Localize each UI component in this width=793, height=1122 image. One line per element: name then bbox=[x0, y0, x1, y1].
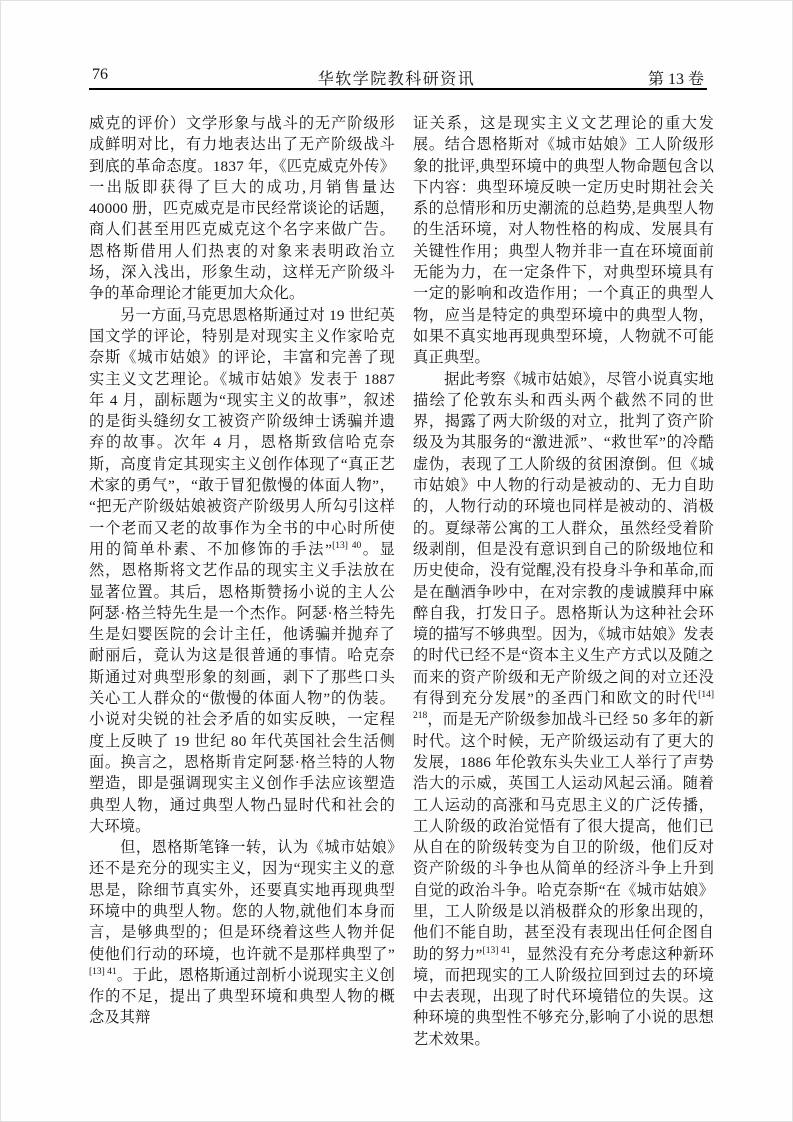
citation-superscript: [14] 218 bbox=[413, 690, 714, 722]
header-rule bbox=[89, 88, 707, 90]
column-left bbox=[89, 113, 395, 1029]
text-run: 。显然，恩格斯将文艺作品的现实主义手法放在显著位置。其后，恩格斯赞扬小说的主人公阿瑟·格兰特先生是一个杰作。阿瑟·格兰特先生是妇婴医院的会计主任，他诱骗并抛弃了耐丽后，竟认为这是很普通的事情。哈克奈斯通过对典型形象的刻画，剥下了那些口头关心工人群众的“傲慢的体面人物”的伪装。小说对尖锐的社会矛盾的如实反映，一定程度上反映了 19 世纪 80 年代英国社会生活侧面。换言之，恩格斯肯定阿瑟·格兰特的人物塑造，即是强调现实主义创作手法应该塑造典型人物，通过典型人物凸显时代和社会的大环境。 bbox=[89, 540, 395, 835]
paragraph bbox=[413, 369, 714, 1051]
running-head bbox=[1, 64, 792, 88]
citation-superscript: [13] 41 bbox=[89, 966, 117, 977]
paragraph bbox=[89, 837, 395, 1029]
citation-superscript: [13] 40 bbox=[332, 540, 362, 551]
text-run: ，显然没有充分考虑这种新环境，而把现实的工人阶级拉回到过去的环境中去表现，出现了时代环境错位的失误。这种环境的典型性不够充分,影响了小说的思想艺术效果。 bbox=[413, 945, 714, 1048]
paragraph bbox=[413, 113, 714, 369]
text-run: 但，恩格斯笔锋一转，认为《城市姑娘》还不是充分的现实主义，因为“现实主义的意思是，除细节真实外，还要真实地再现典型环境中的典型人物。您的人物,就他们本身而言，是够典型的；但是环绕着这些人物并促使他们行动的环境，也许就不是那样典型了” bbox=[89, 839, 395, 963]
citation-superscript: [13] 41 bbox=[482, 945, 511, 956]
paragraph bbox=[89, 113, 395, 305]
text-run: ，而是无产阶级参加战斗已经 50 多年的新时代。这个时候，无产阶级运动有了更大的发展，1886 年伦敦东头失业工人举行了声势浩大的示威，英国工人运动风起云涌。随着工人运动的高涨和马克思主义的广泛传播，工人阶级的政治觉悟有了很大提高，他们已从自在的阶级转变为自卫的阶级，他们反对资产阶级的斗争也从简单的经济斗争上升到自觉的政治斗争。哈克奈斯“在《城市姑娘》里，工人阶级是以消极群众的形象出现的，他们不能自助，甚至没有表现出任何企图自助的努力” bbox=[413, 711, 714, 963]
text-run: 。于此，恩格斯通过剖析小说现实主义创作的不足，提出了典型环境和典型人物的概念及其辩 bbox=[89, 966, 395, 1027]
volume-label: 第 13 卷 bbox=[647, 71, 704, 88]
journal-title: 华软学院教科研资讯 bbox=[317, 71, 476, 88]
text-run: 威克的评价）文学形象与战斗的无产阶级形成鲜明对比，有力地表达出了无产阶级战斗到底的革命态度。1837 年，《匹克威克外传》一出版即获得了巨大的成功,月销售量达 40000 册，匹克威克是市民经常谈论的话题，商人们甚至用匹克威克这个名字来做广告。恩格斯借用人们热衷的对象来表明政治立场，深入浅出，形象生动，这样无产阶级斗争的革命理论才能更加大众化。 bbox=[89, 115, 395, 303]
paragraph bbox=[89, 305, 395, 837]
page-number: 76 bbox=[92, 66, 108, 83]
text-run: 另一方面,马克思恩格斯通过对 19 世纪英国文学的评论，特别是对现实主义作家哈克奈斯《城市姑娘》的评论，丰富和完善了现实主义文艺理论。《城市姑娘》发表于 1887 年 4 月，副标题为“现实主义的故事”，叙述的是街头缝纫女工被资产阶级绅士诱骗并遗弃的故事。次年 4 月，恩格斯致信哈克奈斯，高度肯定其现实主义创作体现了“真正艺术家的勇气”，“敢于冒犯傲慢的体面人物”，“把无产阶级姑娘被资产阶级男人所勾引这样一个老而又老的故事作为全书的中心时所使用的简单朴素、不加修饰的手法” bbox=[89, 306, 395, 558]
column-right bbox=[413, 113, 714, 1050]
text-run: 据此考察《城市姑娘》，尽管小说真实地描绘了伦敦东头和西头两个截然不同的世界，揭露了两大阶级的对立，批判了资产阶级及为其服务的“激进派”、“救世军”的冷酷虚伪，表现了工人阶级的贫困潦倒。但《城市姑娘》中人物的行动是被动的、无力自助的，人物行动的环境也同样是被动的、消极的。夏绿蒂公寓的工人群众，虽然经受着阶级剥削，但是没有意识到自己的阶级地位和历史使命，没有觉醒,没有投身斗争和革命,而是在酗酒争吵中，在对宗教的虔诚膜拜中麻醉自我，打发日子。恩格斯认为这种社会环境的描写不够典型。因为，《城市姑娘》发表的时代已经不是“资本主义生产方式以及随之而来的资产阶级和无产阶级之间的对立还没有得到充分发展”的圣西门和欧文的时代 bbox=[413, 370, 714, 708]
text-run: 证关系，这是现实主义文艺理论的重大发展。结合恩格斯对《城市姑娘》工人阶级形象的批评,典型环境中的典型人物命题包含以下内容：典型环境反映一定历史时期社会关系的总情形和历史潮流的总趋势,是典型人物的生活环境，对人物性格的构成、发展具有关键性作用；典型人物并非一直在环境面前无能为力，在一定条件下，对典型环境具有一定的影响和改造作用；一个真正的典型人物，应当是特定的典型环境中的典型人物，如果不真实地再现典型环境，人物就不可能真正典型。 bbox=[413, 115, 714, 367]
